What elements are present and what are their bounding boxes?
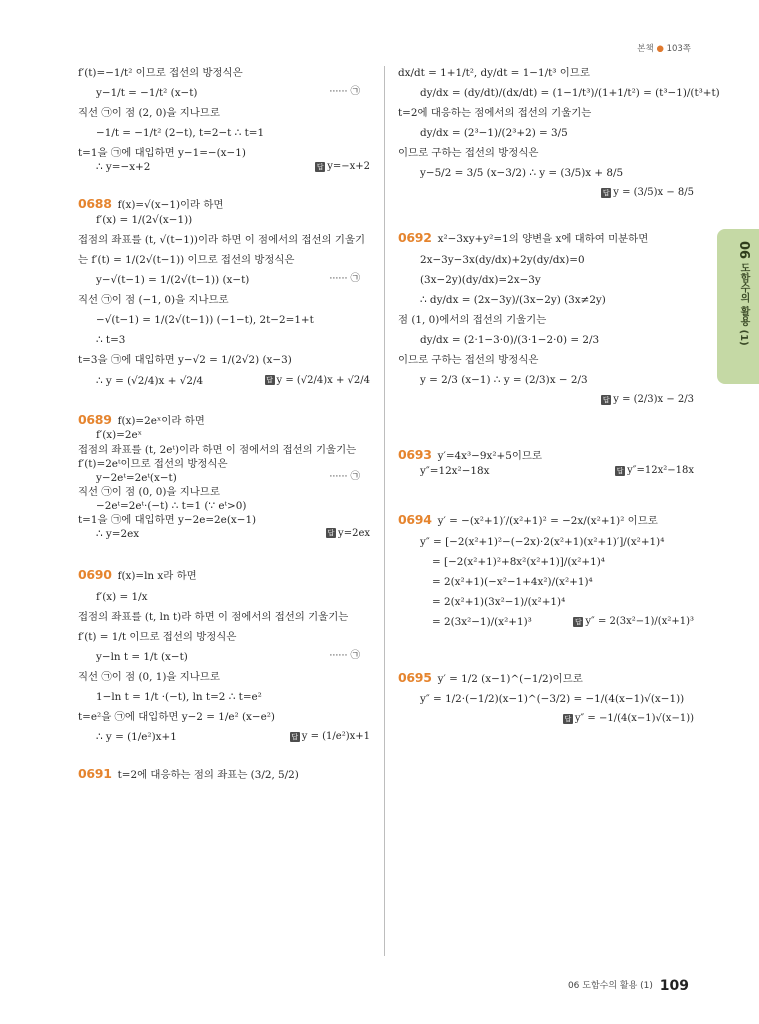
answer-badge: 답 y = (√2/4)x + √2/4 <box>266 374 370 386</box>
solution-line: dy/dx = (2·1−3·0)/(3·1−2·0) = 2/3 <box>420 334 600 347</box>
problem-0694 <box>398 512 694 629</box>
problem-0693 <box>398 447 694 478</box>
solution-line: 1−ln t = 1/t ·(−t), ln t=2 ∴ t=e² <box>96 690 262 703</box>
answer-icon: 답 <box>602 188 610 197</box>
reference-page: 103쪽 <box>666 44 691 54</box>
chapter-title: 도함수의 활용 (1) <box>738 262 749 346</box>
reference-label: 본책 <box>637 44 654 54</box>
solution-line: t=1을 ㉠에 대입하면 y−2e=2e(x−1) <box>78 513 257 526</box>
solution-line: dx/dt = 1+1/t², dy/dt = 1−1/t³ 이므로 <box>398 67 590 79</box>
solution-line: 직선 ㉠이 점 (−1, 0)을 지나므로 <box>78 294 229 307</box>
equation-tag: ······ ㉠ <box>329 470 360 482</box>
answer-badge: 답 y″=12x²−18x <box>616 465 694 477</box>
problem-0692 <box>398 230 694 407</box>
answer-icon: 답 <box>575 617 582 626</box>
solution-line: 0694 y′ = −(x²+1)′/(x²+1)² = −2x/(x²+1)² 이므로 <box>398 512 658 528</box>
answer-icon: 답 <box>616 466 624 475</box>
answer-icon: 답 <box>266 376 273 385</box>
problem-number: 0688 <box>78 196 112 212</box>
chapter-number: 06 <box>736 241 751 260</box>
problem-number: 0695 <box>398 669 432 685</box>
book-page-reference <box>637 42 691 54</box>
answer-badge: 답 y″ = −1/(4(x−1)√(x−1)) <box>564 713 694 725</box>
answer-icon: 답 <box>564 714 572 723</box>
solution-line: f′(t)=2eᵗ이므로 접선의 방정식은 <box>78 457 228 470</box>
column-divider <box>384 66 385 956</box>
solution-line: f′(t)=−1/t² 이므로 접선의 방정식은 <box>78 67 243 79</box>
solution-line: y″=12x²−18x 답 y″=12x²−18x <box>420 465 694 478</box>
solution-line: 0688 f(x)=√(x−1)이라 하면 <box>78 196 224 212</box>
solution-line: 0691 t=2에 대응하는 점의 좌표는 (3/2, 5/2) <box>78 766 299 782</box>
solution-line: y−2eᵗ=2eᵗ(x−t) ······ ㉠ <box>96 470 360 484</box>
solution-line: 는 f′(t) = 1/(2√(t−1)) 이므로 접선의 방정식은 <box>78 254 295 267</box>
solution-line: t=e²을 ㉠에 대입하면 y−2 = 1/e² (x−e²) <box>78 710 275 723</box>
solution-line: 직선 ㉠이 점 (0, 1)을 지나므로 <box>78 670 220 683</box>
solution-line: −1/t = −1/t² (2−t), t=2−t ∴ t=1 <box>96 127 265 140</box>
solution-line: t=1을 ㉠에 대입하면 y−1=−(x−1) <box>78 147 246 160</box>
chapter-side-tab <box>717 229 759 384</box>
solution-line <box>398 186 694 200</box>
answer-badge: 답 y″ = 2(3x²−1)/(x²+1)³ <box>575 616 694 628</box>
footer-chapter: 06 도함수의 활용 (1) <box>567 981 653 991</box>
problem-0690 <box>78 567 370 744</box>
equation-tag: ······ ㉠ <box>329 273 360 285</box>
page-number: 109 <box>659 978 689 994</box>
solution-line: 이므로 구하는 접선의 방정식은 <box>398 147 539 160</box>
solution-line: y−ln t = 1/t (x−t) ······ ㉠ <box>96 649 360 663</box>
solution-line: dy/dx = (dy/dt)/(dx/dt) = (1−1/t³)/(1+1/t²) = (t³−1)/(t³+t) <box>420 87 720 100</box>
solution-line: 접점의 좌표를 (t, ln t)라 하면 이 점에서의 접선의 기울기는 <box>78 610 349 623</box>
problem-0689 <box>78 412 370 541</box>
problem-number: 0693 <box>398 447 432 463</box>
solution-line: ∴ y=2ex 답 y=2ex <box>96 527 370 540</box>
solution-line: 0690 f(x)=ln x라 하면 <box>78 566 197 582</box>
solution-line: ∴ dy/dx = (2x−3y)/(3x−2y) (3x≠2y) <box>420 294 606 307</box>
solution-line: t=2에 대응하는 점에서의 접선의 기울기는 <box>398 107 592 120</box>
solution-line: y = 2/3 (x−1) ∴ y = (2/3)x − 2/3 <box>420 374 588 387</box>
problem-number: 0689 <box>78 411 112 427</box>
equation-tag: ······ ㉠ <box>329 86 360 98</box>
solution-line: −√(t−1) = 1/(2√(t−1)) (−1−t), 2t−2=1+t <box>96 314 314 327</box>
equation-tag: ······ ㉠ <box>329 649 360 661</box>
solution-line: f′(x) = 1/x <box>96 590 148 603</box>
answer-badge: 답 y = (3/5)x − 8/5 <box>602 187 694 199</box>
continued-solution <box>398 66 720 200</box>
answer-badge: 답 y = (2/3)x − 2/3 <box>602 394 694 406</box>
problem-0691 <box>78 766 370 783</box>
solution-line: 점 (1, 0)에서의 접선의 기울기는 <box>398 314 547 327</box>
right-column <box>398 66 720 726</box>
problem-0688 <box>78 196 370 387</box>
solution-line: ∴ t=3 <box>96 334 126 347</box>
solution-line: y−1/t = −1/t² (x−t) ······ ㉠ <box>96 86 360 100</box>
solution-line: y−5/2 = 3/5 (x−3/2) ∴ y = (3/5)x + 8/5 <box>420 167 624 180</box>
solution-line: (3x−2y)(dy/dx)=2x−3y <box>420 274 541 287</box>
chapter-tab-label <box>729 241 751 371</box>
problem-number: 0691 <box>78 766 112 782</box>
solution-line: −2eᵗ=2eᵗ·(−t) ∴ t=1 (∵ eᵗ>0) <box>96 499 247 512</box>
problem-0695 <box>398 670 694 727</box>
solution-line: 접점의 좌표를 (t, √(t−1))이라 하면 이 점에서의 접선의 기울기 <box>78 234 366 247</box>
solution-line: y″ = 1/2·(−1/2)(x−1)^(−3/2) = −1/(4(x−1)√(x−1)) <box>420 693 685 706</box>
answer-badge: 답 y=2ex <box>327 527 370 539</box>
solution-line: t=3을 ㉠에 대입하면 y−√2 = 1/(2√2) (x−3) <box>78 354 292 367</box>
solution-line: = 2(x²+1)(3x²−1)/(x²+1)⁴ <box>432 596 566 609</box>
problem-number: 0690 <box>78 566 112 582</box>
solution-line: y−√(t−1) = 1/(2√(t−1)) (x−t) ······ ㉠ <box>96 273 360 287</box>
solution-line: f′(t) = 1/t 이므로 접선의 방정식은 <box>78 630 237 643</box>
solution-line: ∴ y = (√2/4)x + √2/4 답 y = (√2/4)x + √2/4 <box>96 374 370 387</box>
solution-line: dy/dx = (2³−1)/(2³+2) = 3/5 <box>420 127 568 140</box>
answer-icon: 답 <box>291 732 299 741</box>
solution-line <box>398 393 694 407</box>
bullet-icon: ● <box>656 44 664 54</box>
left-column <box>78 66 370 783</box>
page-footer <box>568 978 689 994</box>
continued-solution <box>78 66 370 174</box>
solution-line <box>398 712 694 726</box>
solution-line: 2x−3y−3x(dy/dx)+2y(dy/dx)=0 <box>420 254 585 267</box>
problem-number: 0694 <box>398 512 432 528</box>
solution-line: f′(x) = 1/(2√(x−1)) <box>96 214 193 227</box>
solution-line: 0692 x²−3xy+y²=1의 양변을 x에 대하여 미분하면 <box>398 230 649 246</box>
solution-line: ∴ y = (1/e²)x+1 답 y = (1/e²)x+1 <box>96 731 370 744</box>
solution-line: = 2(x²+1)(−x²−1+4x²)/(x²+1)⁴ <box>432 576 593 589</box>
answer-icon: 답 <box>327 529 335 538</box>
solution-line: = 2(3x²−1)/(x²+1)³ 답 y″ = 2(3x²−1)/(x²+1)³ <box>432 616 694 629</box>
solution-line: = [−2(x²+1)²+8x²(x²+1)]/(x²+1)⁴ <box>432 556 605 569</box>
solution-line: y″ = [−2(x²+1)²−(−2x)·2(x²+1)(x²+1)′]/(x²+1)⁴ <box>420 536 665 549</box>
solution-line: 이므로 구하는 접선의 방정식은 <box>398 354 539 367</box>
solution-line: 직선 ㉠이 점 (2, 0)을 지나므로 <box>78 107 220 120</box>
problem-number: 0692 <box>398 230 432 246</box>
answer-icon: 답 <box>316 162 324 171</box>
answer-icon: 답 <box>602 395 610 404</box>
solution-line: f′(x)=2eˣ <box>96 429 143 442</box>
solution-line: ∴ y=−x+2 답 y=−x+2 <box>96 161 370 174</box>
answer-badge: 답 y=−x+2 <box>316 161 370 173</box>
solution-line: 0689 f(x)=2eˣ이라 하면 <box>78 411 205 427</box>
answer-badge: 답 y = (1/e²)x+1 <box>291 731 370 743</box>
solution-line: 접점의 좌표를 (t, 2eᵗ)이라 하면 이 점에서의 접선의 기울기는 <box>78 443 357 456</box>
solution-line: 직선 ㉠이 점 (0, 0)을 지나므로 <box>78 485 220 498</box>
solution-line: 0695 y′ = 1/2 (x−1)^(−1/2)이므로 <box>398 669 583 685</box>
solution-line: 0693 y′=4x³−9x²+5이므로 <box>398 447 542 463</box>
